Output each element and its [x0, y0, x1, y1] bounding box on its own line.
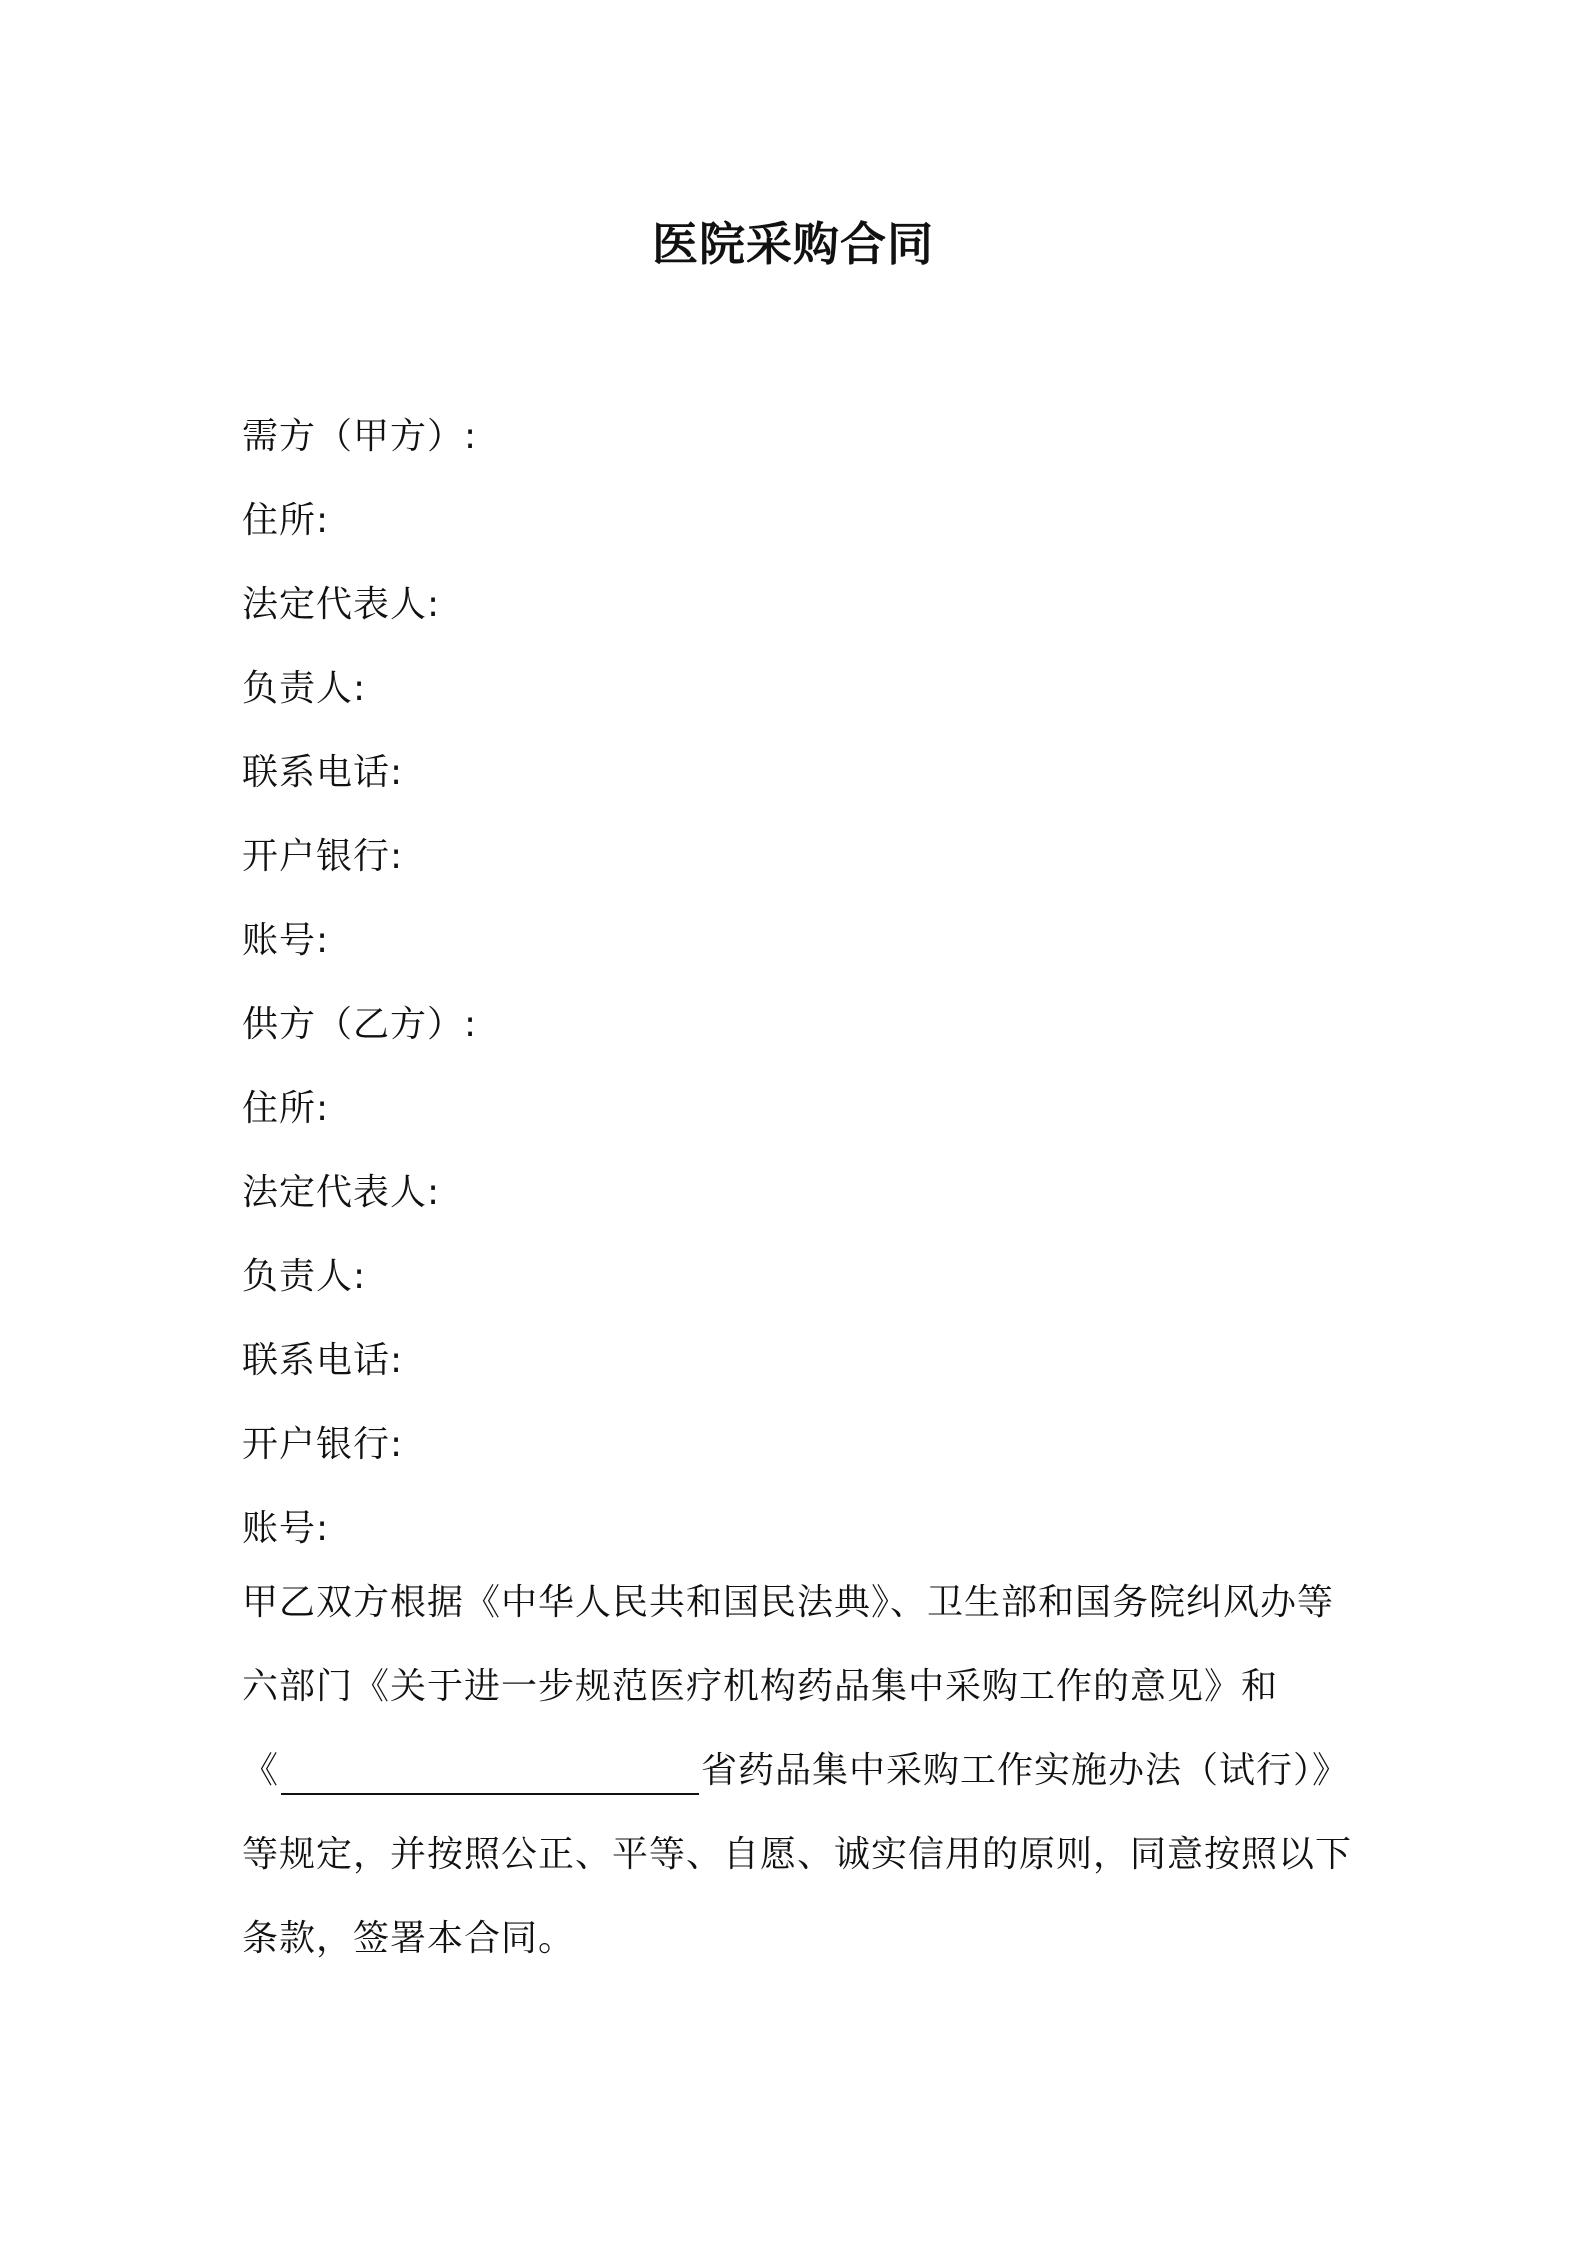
party-fields-list [242, 407, 1362, 1583]
party-a-address-field [242, 491, 1362, 575]
field-label: 法定代表人: [242, 584, 441, 625]
field-label: 联系电话: [242, 752, 404, 793]
party-a-account-field [242, 911, 1362, 995]
document-title: 医院采购合同 [652, 217, 934, 271]
preamble-line-1: 甲乙双方根据《中华人民共和国民法典》、卫生部和国务院纠风办等 [242, 1582, 1335, 1623]
field-label: 账号: [242, 920, 330, 961]
party-b-person-in-charge-field [242, 1247, 1362, 1331]
party-b-phone-field [242, 1331, 1362, 1415]
party-a-name-field [242, 407, 1362, 491]
party-a-person-in-charge-field [242, 659, 1362, 743]
field-label: 开户银行: [242, 836, 404, 877]
preamble-line-3-suffix: 省药品集中采购工作实施办法（试行）》 [701, 1750, 1350, 1791]
party-a-legal-rep-field [242, 575, 1362, 659]
preamble-paragraph [242, 1573, 1362, 1993]
party-b-legal-rep-field [242, 1163, 1362, 1247]
party-b-account-field [242, 1499, 1362, 1583]
party-b-name-field [242, 995, 1362, 1079]
field-label: 负责人: [242, 1256, 367, 1297]
party-b-bank-field [242, 1415, 1362, 1499]
field-label: 住所: [242, 500, 330, 541]
field-label: 供方（乙方）: [242, 1004, 478, 1045]
field-label: 法定代表人: [242, 1172, 441, 1213]
party-b-address-field [242, 1079, 1362, 1163]
party-a-bank-field [242, 827, 1362, 911]
province-blank-field[interactable] [281, 1753, 699, 1795]
preamble-line-5: 条款，签署本合同。 [242, 1918, 576, 1959]
field-label: 负责人: [242, 668, 367, 709]
field-label: 开户银行: [242, 1424, 404, 1465]
preamble-line-4: 等规定，并按照公正、平等、自愿、诚实信用的原则，同意按照以下 [242, 1834, 1353, 1875]
preamble-line-2: 六部门《关于进一步规范医疗机构药品集中采购工作的意见》和 [242, 1666, 1279, 1707]
preamble-line-3 [242, 1741, 1362, 1825]
party-a-phone-field [242, 743, 1362, 827]
preamble-line-3-prefix: 《 [242, 1750, 280, 1791]
field-label: 需方（甲方）: [242, 416, 478, 457]
field-label: 账号: [242, 1508, 330, 1549]
field-label: 联系电话: [242, 1340, 404, 1381]
field-label: 住所: [242, 1088, 330, 1129]
